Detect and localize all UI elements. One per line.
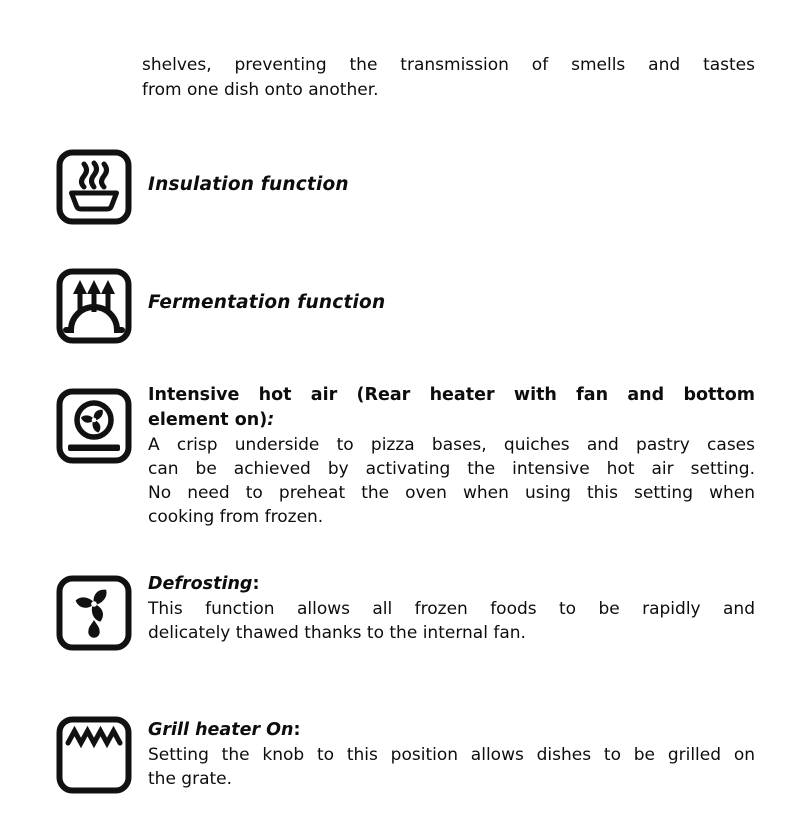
title-colon: : xyxy=(267,410,275,430)
intro-line-1: shelves, preventing the transmission of smells and tastes xyxy=(142,55,755,75)
title-colon: : xyxy=(293,720,301,740)
title-text: element on) xyxy=(148,410,268,430)
title-colon: : xyxy=(252,574,260,594)
section-defrosting xyxy=(148,572,755,645)
insulation-icon-svg xyxy=(55,148,133,226)
body-line: cooking from frozen. xyxy=(148,507,324,527)
steam-over-dish-icon xyxy=(55,148,133,226)
fan-with-droplet-icon xyxy=(55,574,133,652)
section-title-line-2 xyxy=(148,408,755,433)
body-line: A crisp underside to pizza bases, quiches and pastry cases xyxy=(148,435,755,455)
intro-line-2: from one dish onto another. xyxy=(142,79,379,100)
title-text: Grill heater On xyxy=(148,720,294,740)
section-intensive-hot-air xyxy=(148,383,755,529)
body-line: the grate. xyxy=(148,769,233,789)
section-title-line-1: Intensive hot air (Rear heater with fan and bottom xyxy=(148,385,755,405)
body-line: This function allows all frozen foods to be rapidly and xyxy=(148,599,755,619)
section-title-insulation: Insulation function xyxy=(148,174,349,195)
body-line: No need to preheat the oven when using this setting when xyxy=(148,483,755,503)
fan-with-bottom-element-icon xyxy=(55,387,133,465)
grill-element-icon xyxy=(55,715,133,795)
rising-arrows-over-dome-icon xyxy=(55,267,133,345)
body-line: Setting the knob to this position allows dishes to be grilled on xyxy=(148,745,755,765)
intro-paragraph xyxy=(142,53,755,102)
defrosting-icon-svg xyxy=(55,574,133,652)
section-title-defrosting xyxy=(148,572,755,597)
section-title-grill xyxy=(148,718,755,743)
section-title-fermentation: Fermentation function xyxy=(148,292,386,313)
title-text: Defrosting xyxy=(148,574,253,594)
grill-icon-svg xyxy=(55,715,133,795)
intensive-hot-air-icon-svg xyxy=(55,387,133,465)
body-line: delicately thawed thanks to the internal fan. xyxy=(148,623,526,643)
section-grill-heater xyxy=(148,718,755,791)
body-line: can be achieved by activating the intensive hot air setting. xyxy=(148,459,755,479)
fermentation-icon-svg xyxy=(55,267,133,345)
